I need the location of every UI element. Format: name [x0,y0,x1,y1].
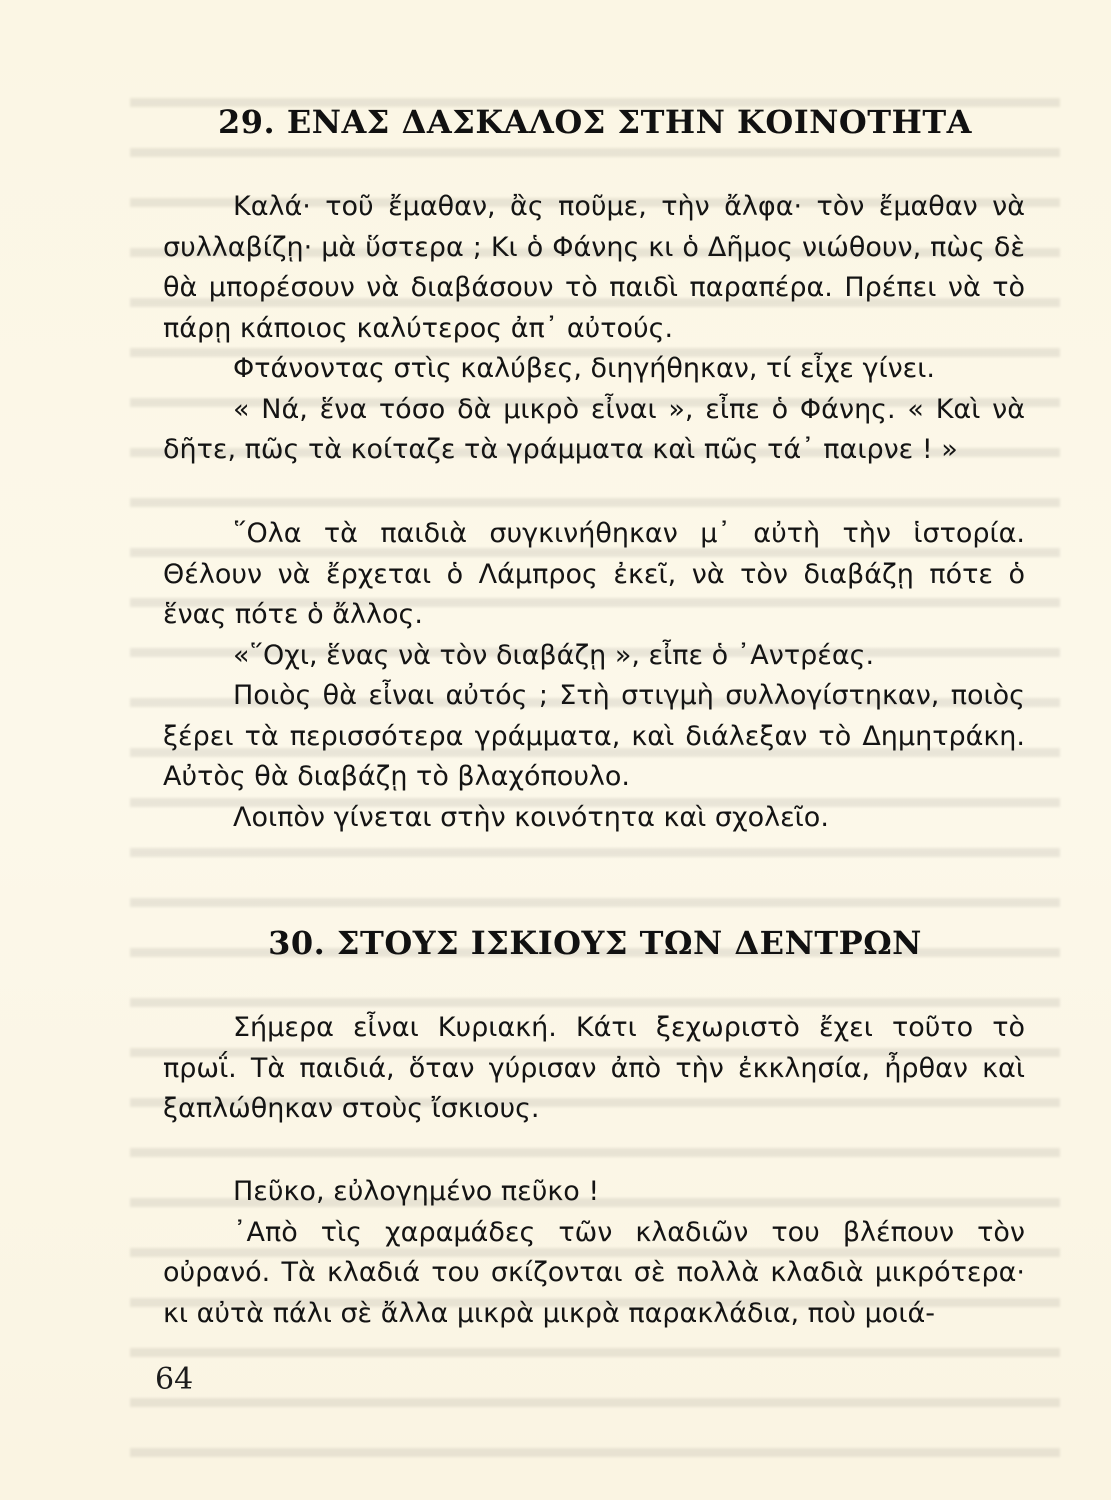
section-title-29: 29. ΕΝΑΣ ΔΑΣΚΑΛΟΣ ΣΤΗΝ ΚΟΙΝΟΤΗΤΑ [218,103,972,141]
paragraph: Ποιὸς θὰ εἶναι αὐτός ; Στὴ στιγμὴ συλλογίστηκαν, ποιὸς ξέρει τὰ περισσότερα γράμματα, καὶ διάλεξαν τὸ Δημητράκη. Αὐτὸς θὰ διαβάζῃ τὸ βλαχόπουλο. [163,680,1025,792]
paragraph: Σήμερα εἶναι Κυριακή. Κάτι ξεχωριστὸ ἔχει τοῦτο τὸ πρωΐ. Τὰ παιδιά, ὅταν γύρισαν ἀπὸ τὴν ἐκκλησία, ἦρθαν καὶ ξαπλώθηκαν στοὺς ἴσκιους. [163,1012,1025,1124]
paragraph: Φτάνοντας στὶς καλύβες, διηγήθηκαν, τί εἶχε γίνει. [233,353,935,384]
paragraph: « Νά, ἕνα τόσο δὰ μικρὸ εἶναι », εἶπε ὁ Φάνης. « Καὶ νὰ δῆτε, πῶς τὰ κοίταζε τὰ γράμματα καὶ πῶς τά᾿ παιρνε ! » [163,393,1025,465]
paragraph: Πεῦκο, εὐλογημένο πεῦκο ! [233,1176,600,1207]
paragraph: ᾿Απὸ τὶς χαραμάδες τῶν κλαδιῶν του βλέπουν τὸν οὐρανό. Τὰ κλαδιά του σκίζονται σὲ πολλὰ κλαδιὰ μικρότερα· κι αὐτὰ πάλι σὲ ἄλλα μικρὰ μικρὰ παρακλάδια, ποὺ μοιά- [163,1216,1025,1329]
paragraph: Λοιπὸν γίνεται στὴν κοινότητα καὶ σχολεῖο. [233,801,829,833]
page-number: 64 [155,1362,194,1397]
section-29-body-part-1 [163,187,1025,471]
section-30-body-part-2 [163,1172,1025,1334]
section-30-body-part-1 [163,1008,1025,1130]
section-title-30: 30. ΣΤΟΥΣ ΙΣΚΙΟΥΣ ΤΩΝ ΔΕΝΤΡΩΝ [268,924,922,962]
paragraph: «῞Οχι, ἕνας νὰ τὸν διαβάζῃ », εἶπε ὁ ᾿Αντρέας. [233,639,875,671]
paragraph: Καλά· τοῦ ἔμαθαν, ἂς ποῦμε, τὴν ἄλφα· τὸν ἔμαθαν νὰ συλλαβίζῃ· μὰ ὕστερα ; Κι ὁ Φάνης κι ὁ Δῆμος νιώθουν, πὼς δὲ θὰ μπορέσουν νὰ διαβάσουν τὸ παιδὶ παραπέρα. Πρέπει νὰ τὸ πάρῃ κάποιος καλύτερος ἀπ᾿ αὐτούς. [163,191,1025,344]
section-29-body-part-2 [163,514,1025,838]
paragraph: ῞Ολα τὰ παιδιὰ συγκινήθηκαν μ᾿ αὐτὴ τὴν ἱστορία. Θέλουν νὰ ἔρχεται ὁ Λάμπρος ἐκεῖ, νὰ τὸν διαβάζῃ πότε ὁ ἕνας πότε ὁ ἄλλος. [163,518,1025,630]
